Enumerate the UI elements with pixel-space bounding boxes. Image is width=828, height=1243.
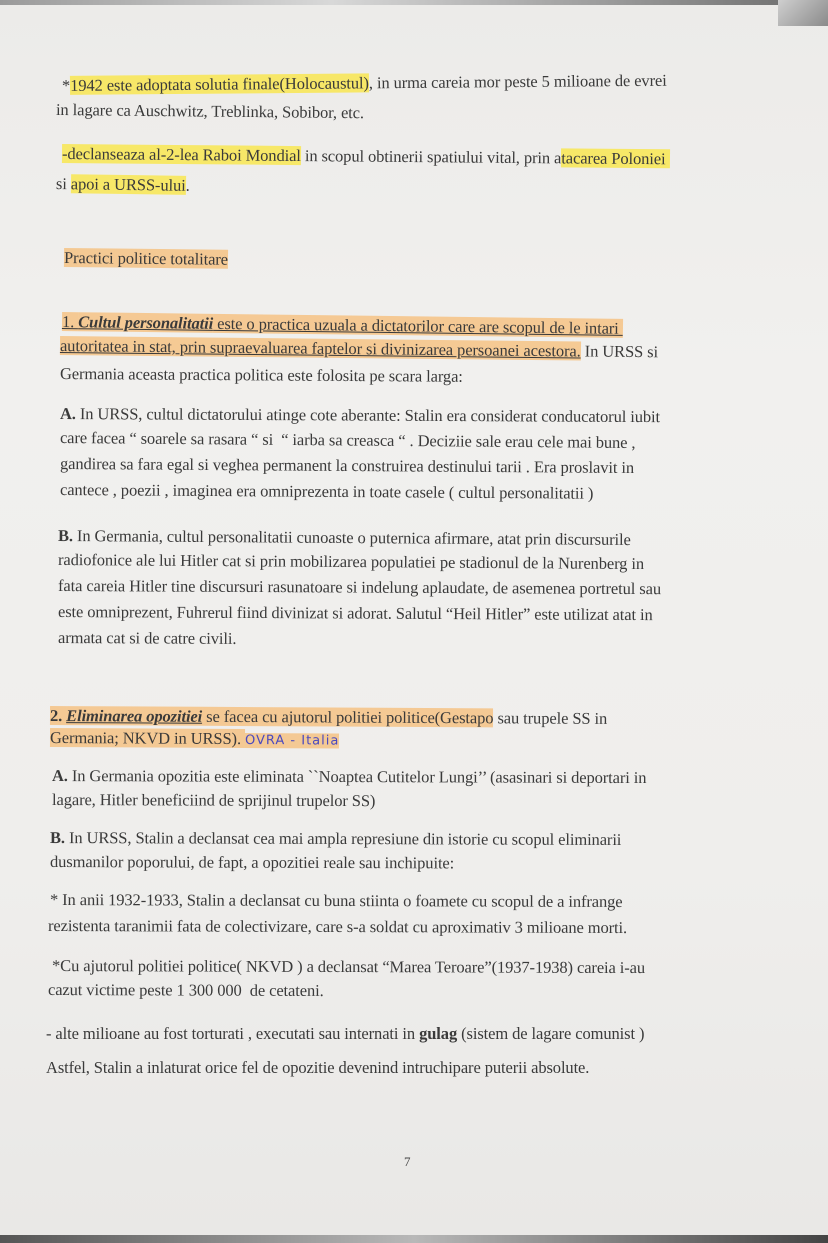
text-segment: In URSS, cultul dictatorului atinge cote aberante: Stalin era considerat conducatorul iubit	[75, 404, 661, 427]
highlighted-text: Germania; NKVD in URSS).	[49, 728, 246, 749]
page-bottom-edge	[0, 1235, 828, 1243]
text-segment: .	[185, 175, 190, 195]
text-segment: In URSS si	[580, 341, 659, 362]
handwritten-note: OVRA - Italia	[244, 733, 340, 749]
text-line	[62, 312, 623, 339]
text-line	[56, 174, 190, 196]
text-segment: In Germania, cultul personalitatii cunoaste o puternica afirmare, atat prin discursurile	[72, 526, 631, 549]
text-line	[58, 602, 653, 625]
highlighted-text: Practici politice totalitare	[63, 248, 229, 269]
text-segment: lagare, Hitler beneficiind de sprijinul trupelor SS)	[51, 790, 376, 811]
text-segment: Germania aceasta practica politica este folosita pe scara larga:	[59, 364, 463, 386]
text-segment: radiofonice ale lui Hitler cat si prin mobilizarea populatiei pe stadionul de la Nurenberg in	[57, 550, 645, 574]
highlighted-text: 2.	[49, 706, 67, 726]
text-segment: cantece , poezii , imaginea era omniprezenta in toate casele ( cultul personalitatii )	[59, 480, 594, 503]
page-top-edge	[0, 0, 828, 5]
text-line	[46, 1058, 589, 1078]
text-segment: cazut victime peste 1 300 000 de cetateni.	[47, 980, 324, 1000]
text-line	[58, 628, 237, 649]
text-segment: , in urma careia mor peste 5 milioane de evrei	[368, 70, 667, 93]
highlighted-text: 1942 este adoptata solutia finale(Holocaustul)	[70, 73, 369, 95]
text-segment: in scopul obtinerii spatiului vital, prin a	[300, 146, 562, 168]
text-line	[58, 576, 661, 599]
highlighted-text: Cultul personalitatii	[78, 312, 214, 333]
text-segment: gandirea sa fara egal si veghea permanent la construirea destinului tarii . Era proslavit in	[59, 454, 635, 478]
text-line	[60, 404, 660, 427]
text-segment: sau trupele SS in	[493, 708, 608, 728]
text-line	[48, 956, 645, 978]
text-line	[50, 706, 607, 729]
highlighted-text: 1.	[61, 312, 79, 332]
text-line	[60, 480, 593, 504]
text-line	[50, 852, 454, 873]
text-line	[52, 766, 646, 788]
text-line	[48, 980, 324, 1001]
text-segment: fata careia Hitler tine discursuri rasunatoare si indelung aplaudate, de asemenea portretul sau	[57, 576, 662, 599]
highlighted-text: apoi a URSS-ului	[70, 174, 186, 195]
text-segment: B.	[49, 828, 65, 848]
text-line	[62, 144, 670, 169]
text-line	[58, 550, 644, 574]
text-line	[60, 428, 636, 453]
text-segment: care facea “ soarele sa rasara “ si “ iarba sa creasca “ . Deciziie sale erau cele mai bune ,	[59, 428, 636, 453]
text-segment: In Germania opozitia este eliminata ``Noaptea Cutitelor Lungi’’ (asasinari si deportari in	[67, 766, 647, 788]
text-line	[50, 828, 621, 850]
document-page	[0, 4, 828, 1236]
text-line	[64, 248, 228, 270]
highlighted-text: autoritatea in stat, prin supraevaluarea faptelor si divinizarea persoanei acestora.	[59, 336, 581, 361]
text-line	[62, 71, 667, 96]
highlighted-text: Eliminarea opozitiei	[66, 706, 203, 726]
text-line	[60, 336, 658, 362]
text-line	[56, 100, 364, 123]
text-line	[50, 890, 623, 912]
text-line	[60, 364, 463, 387]
page-corner-shadow	[778, 0, 828, 26]
text-segment: si	[55, 174, 71, 194]
text-segment: B.	[57, 526, 74, 546]
text-segment: * In anii 1932-1933, Stalin a declansat cu buna stiinta o foamete cu scopul de a infrange	[49, 890, 623, 911]
text-line	[46, 1024, 644, 1044]
text-segment: rezistenta taranimii fata de colectivizare, care s-a soldat cu aproximativ 3 milioane morti.	[47, 916, 628, 938]
highlighted-text: se facea cu ajutorul politiei politice(Gestapo	[202, 706, 494, 728]
text-segment: armata cat si de catre civili.	[57, 628, 237, 648]
text-line	[50, 728, 339, 750]
text-line	[48, 916, 627, 938]
text-segment: A.	[59, 404, 76, 424]
highlighted-text: este o practica uzuala a dictatorilor care are scopul de le intari	[213, 313, 623, 338]
text-segment: gulag	[419, 1024, 458, 1043]
text-segment: A.	[51, 766, 68, 786]
text-line	[52, 790, 375, 811]
text-segment: este omniprezent, Fuhrerul fiind divinizat si adorat. Salutul “Heil Hitler” este utilizat atat in	[57, 602, 653, 625]
text-segment: in lagare ca Auschwitz, Treblinka, Sobibor, etc.	[55, 100, 365, 123]
text-segment: *Cu ajutorul politiei politice( NKVD ) a declansat “Marea Teroare”(1937-1938) careia i-au	[47, 956, 646, 978]
text-segment: In URSS, Stalin a declansat cea mai ampla represiune din istorie cu scopul eliminarii	[64, 828, 622, 849]
text-segment: *	[61, 75, 71, 95]
text-segment: - alte milioane au fost torturati , executati sau internati in	[46, 1024, 420, 1043]
text-segment: Astfel, Stalin a inlaturat orice fel de opozitie devenind intruchipare puterii absolute.	[46, 1058, 590, 1077]
text-segment: (sistem de lagare comunist )	[457, 1024, 645, 1043]
highlighted-text: tacarea Poloniei	[561, 148, 670, 169]
text-segment: dusmanilor poporului, de fapt, a opozitiei reale sau inchipuite:	[49, 852, 455, 873]
page-number: 7	[404, 1154, 411, 1169]
text-line	[60, 454, 634, 478]
text-line	[58, 526, 631, 550]
highlighted-text: -declanseaza al-2-lea Raboi Mondial	[61, 144, 301, 166]
